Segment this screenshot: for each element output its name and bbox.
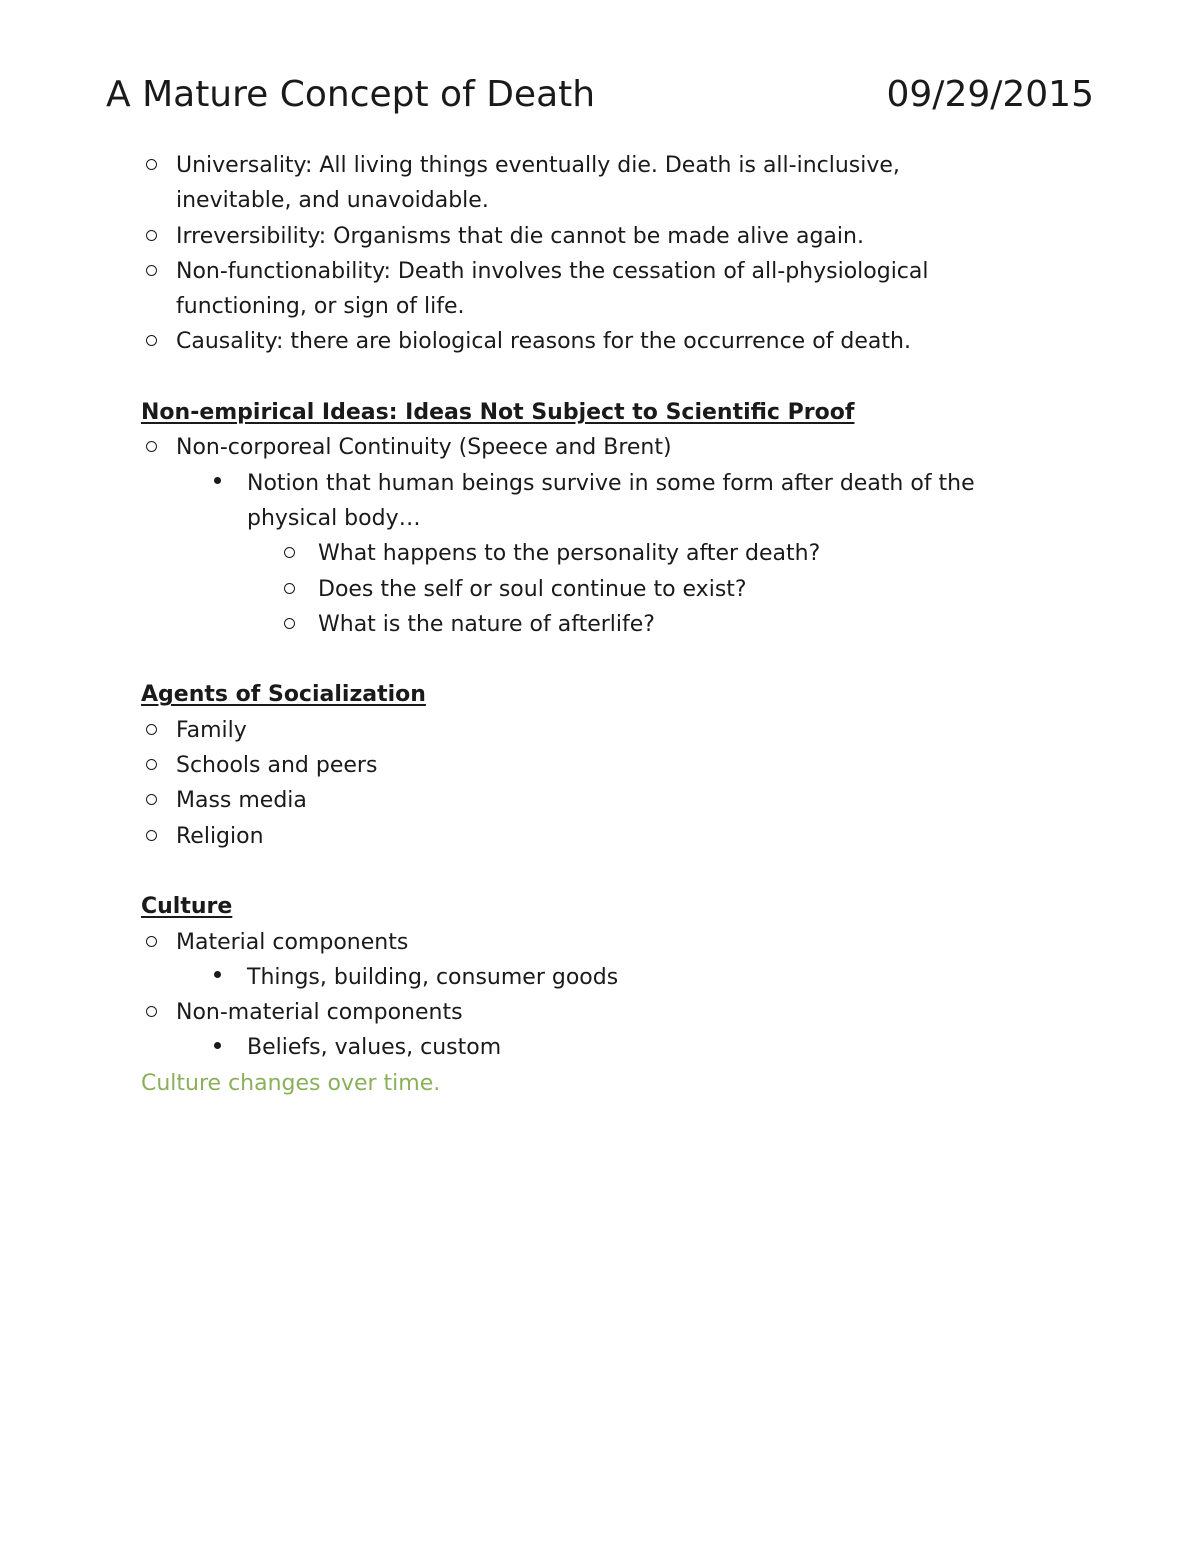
list-item-noncorporeal: Non-corporeal Continuity (Speece and Brent) [141,430,1101,465]
hollow-bullet-icon [141,819,161,854]
list-item-non-functionability: Non-functionability: Death involves the cessation of all-physiological [141,254,1101,289]
list-item-irreversibility: Irreversibility: Organisms that die cannot be made alive again. [141,219,1101,254]
list-item-question: What is the nature of afterlife? [141,607,1101,642]
list-item-notion-cont: physical body… [247,505,421,531]
list-item-non-functionability-cont: functioning, or sign of life. [176,294,465,320]
hollow-bullet-icon [141,925,161,960]
list-item-universality-cont: inevitable, and unavoidable. [176,188,489,214]
solid-bullet-icon [207,960,227,995]
list-item: Mass media [141,783,1101,818]
spacer [141,360,1101,395]
spacer [141,854,1101,889]
list-item-question: What happens to the personality after death? [141,536,1101,571]
hollow-bullet-icon [141,748,161,783]
hollow-bullet-icon [141,148,161,183]
hollow-bullet-icon [141,324,161,359]
section-heading-culture: Culture [141,894,233,920]
list-item-material: Material components [141,925,1101,960]
list-item-nonmaterial-sub: Beliefs, values, custom [141,1030,1101,1065]
notes-body [141,148,1101,1101]
list-item-notion: Notion that human beings survive in some form after death of the [141,466,1101,501]
list-item-nonmaterial: Non-material components [141,995,1101,1030]
list-item: Family [141,713,1101,748]
solid-bullet-icon [207,466,227,501]
hollow-bullet-icon [141,783,161,818]
hollow-bullet-icon [141,995,161,1030]
section-heading-socialization: Agents of Socialization [141,682,426,708]
section-heading-nonempirical: Non-empirical Ideas: Ideas Not Subject to Scientific Proof [141,400,855,426]
hollow-bullet-icon [141,713,161,748]
list-item-material-sub: Things, building, consumer goods [141,960,1101,995]
hollow-bullet-icon [279,572,299,607]
hollow-bullet-icon [141,254,161,289]
solid-bullet-icon [207,1030,227,1065]
hollow-bullet-icon [279,607,299,642]
list-item-universality: Universality: All living things eventually die. Death is all-inclusive, [141,148,1101,183]
list-item: Schools and peers [141,748,1101,783]
page-title: A Mature Concept of Death [106,73,596,115]
hollow-bullet-icon [279,536,299,571]
list-item-causality: Causality: there are biological reasons for the occurrence of death. [141,324,1101,359]
spacer [141,642,1101,677]
list-item-question: Does the self or soul continue to exist? [141,572,1101,607]
culture-note: Culture changes over time. [141,1070,441,1096]
list-item: Religion [141,819,1101,854]
page-date: 09/29/2015 [886,73,1094,115]
hollow-bullet-icon [141,430,161,465]
title-row [106,70,1094,118]
hollow-bullet-icon [141,219,161,254]
